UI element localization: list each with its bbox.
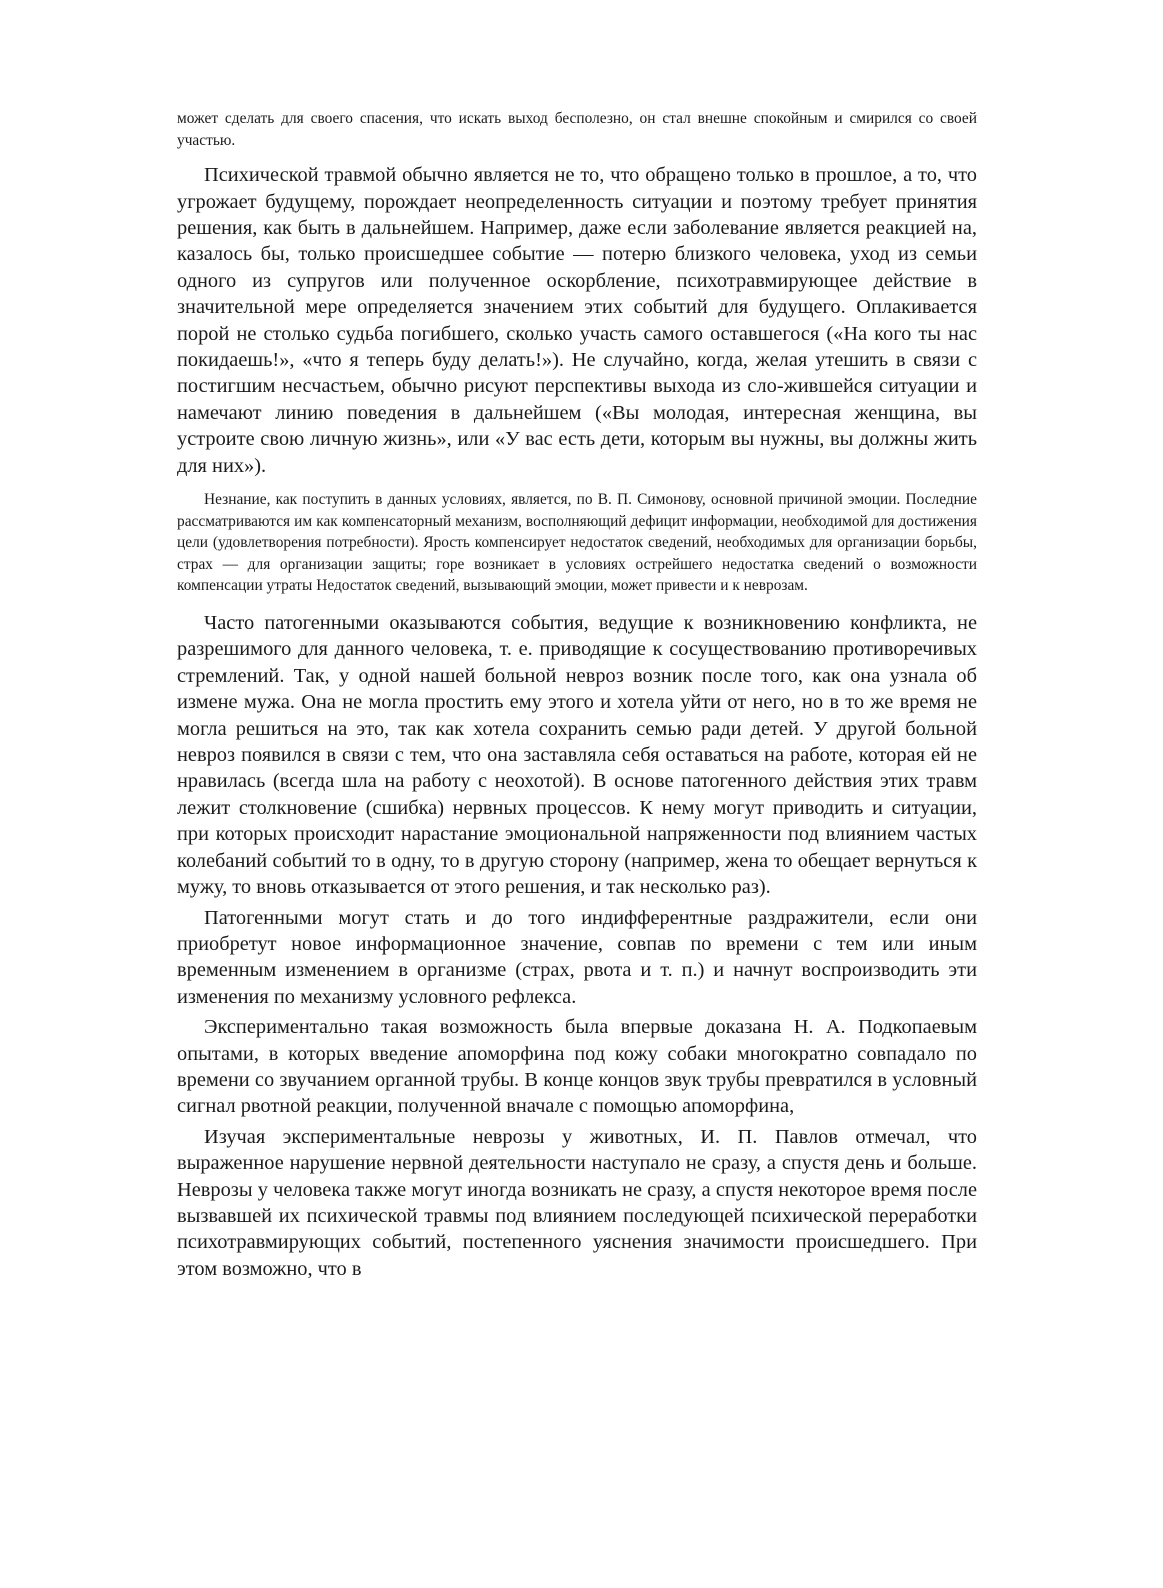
paragraph-indifferent-stimuli: Патогенными могут стать и до того индифферентные раздражители, если они приобретут новое информационное значение, совпав по времени с тем или иным временным изменением в организме (страх, рвота и т. п.) и начнут воспроизводить эти изменения по механизму условного рефлекса.: [177, 906, 977, 1008]
paragraph-conflict: Часто патогенными оказываются события, ведущие к возникновению конфликта, не разрешимого для данного человека, т. е. приводящие к сосуществованию противоречивых стремлений. Так, у одной нашей больной невроз возник после того, как она узнала об измене мужа. Она не могла простить ему этого и хотела уйти от него, но в то же время не могла решиться на это, так как хотела сохранить семью ради детей. У другой больной невроз появился в связи с тем, что она заставляла себя оставаться на работе, которая ей не нравилась (всегда шла на работу с неохотой). В основе патогенного действия этих травм лежит столкновение (сшибка) нервных процессов. К нему могут приводить и ситуации, при которых происходит нарастание эмоциональной напряженности под влиянием частых колебаний событий то в одну, то в другую сторону (например, жена то обещает вернуться к мужу, то вновь отказывается от этого решения, и так несколько раз).: [177, 612, 977, 899]
paragraph-continuation: может сделать для своего спасения, что искать выход бесполезно, он стал внешне спокойным и смирился со своей участью.: [177, 110, 977, 149]
paragraph-pavlov-neuroses: Изучая экспериментальные неврозы у животных, И. П. Павлов отмечал, что выраженное нарушение нервной деятельности наступало не сразу, а спустя день и больше. Неврозы у человека также могут иногда возникать не сразу, а спустя некоторое время после вызвавшей их психической травмы под влиянием последующей психической переработки психотравмирующих событий, постепенного уяснения значимости происшедшего. При этом возможно, что в: [177, 1125, 977, 1280]
paragraph-note-simonov: Незнание, как поступить в данных условиях, является, по В. П. Симонову, основной причиной эмоции. Последние рассматриваются им как компенсаторный механизм, восполняющий дефицит информации, необходимой для достижения цели (удовлетворения потребности). Ярость компенсирует недостаток сведений, необходимых для организации борьбы, страх — для организации защиты; горе возникает в условиях острейшего недостатка сведений о возможности компенсации утраты Недостаток сведений, вызывающий эмоции, может привести и к неврозам.: [177, 491, 977, 595]
paragraph-psychic-trauma: Психической травмой обычно является не то, что обращено только в прошлое, а то, что угрожает будущему, порождает неопределенность ситуации и поэтому требует принятия решения, как быть в дальнейшем. Например, даже если заболевание является реакцией на, казалось бы, только происшедшее событие — потерю близкого человека, уход из семьи одного из супругов или полученное оскорбление, психотравмирующее действие в значительной мере определяется значением этих событий для будущего. Оплакивается порой не столько судьба погибшего, сколько участь самого оставшегося («На кого ты нас покидаешь!», «что я теперь буду делать!»). Не случайно, когда, желая утешить в связи с постигшим несчастьем, обычно рисуют перспективы выхода из сло-жившейся ситуации и намечают линию поведения в дальнейшем («Вы молодая, интересная женщина, вы устроите свою личную жизнь», или «У вас есть дети, которым вы нужны, вы должны жить для них»).: [177, 164, 977, 477]
paragraph-podkopaev-experiment: Экспериментально такая возможность была впервые доказана Н. А. Подкопаевым опытами, в которых введение апоморфина под кожу собаки многократно совпадало по времени со звучанием органной трубы. В конце концов звук трубы превратился в условный сигнал рвотной реакции, полученной вначале с помощью апоморфина,: [177, 1016, 977, 1118]
document-page: [177, 108, 977, 1282]
